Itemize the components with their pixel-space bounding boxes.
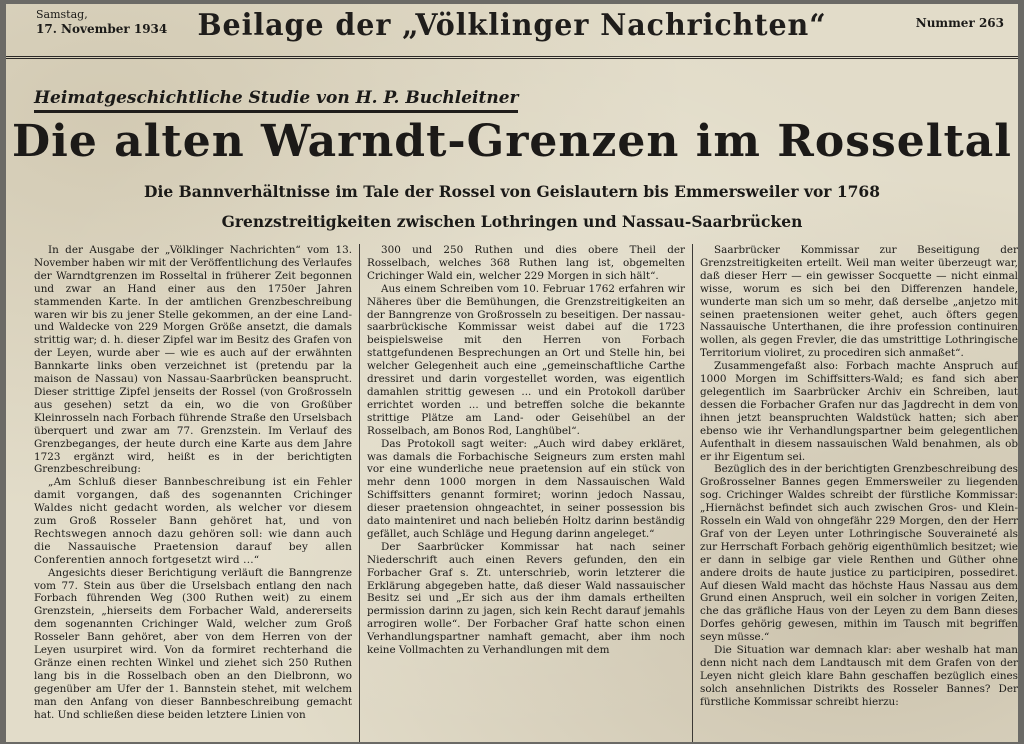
article-column-2 [367,244,685,742]
masthead-day: Samstag, [36,8,88,21]
masthead-issue-number: Nummer 263 [915,16,1004,30]
paragraph: „Am Schluß dieser Bannbeschreibung ist ein Fehler damit vorgangen, daß des sogenannten Crichinger Waldes nicht gedacht worden, als welcher vor diesem zum Groß Rosseler Bann gehöret hat, und von Rechtswegen annoch dazu gehören soll: wie dann auch die Nassauische Praetension darauf bey allen Conferentien annoch fortgesetzt wird ...“ [34,476,352,566]
paragraph: In der Ausgabe der „Völklinger Nachrichten“ vom 13. November haben wir mit der Veröffentlichung des Verlaufes der Warndtgrenzen im Rosseltal in früherer Zeit begonnen und zwar an Hand einer aus den 1750er Jahren stammenden Karte. In der amtlichen Grenzbeschreibung waren wir bis zu jener Stelle gekommen, an der eine Land- und Waldecke von 229 Morgen Größe ansetzt, die damals strittig war; d. h. dieser Zipfel war im Besitz des Grafen von der Leyen, wurde aber — wie es auch auf der erwähnten Bannkarte links oben verzeichnet ist (pretendu par la maison de Nassau) von Nassau-Saarbrücken beansprucht. Dieser strittige Zipfel jenseits der Rossel (von Großrosseln aus gesehen) setzt da ein, wo die von Großüber Kleinrosseln nach Forbach führende Straße den Urselsbach überquert und zwar am 77. Grenzstein. Im Verlauf des Grenzbeganges, der heute durch eine Karte aus dem Jahre 1723 ergänzt wird, heißt es in der berichtigten Grenzbeschreibung: [34,244,352,476]
article-column-3 [700,244,1018,742]
article-kicker: Heimatgeschichtliche Studie von H. P. Buchleitner [34,88,518,113]
article-subheadline-2: Grenzstreitigkeiten zwischen Lothringen und Nassau-Saarbrücken [221,212,803,231]
column-divider [692,244,693,742]
article-body [34,244,1018,742]
paragraph: Die Situation war demnach klar: aber weshalb hat man denn nicht nach dem Landtausch mit dem Grafen von der Leyen nicht gleich klare Bahn geschaffen bezüglich eines solch ansehnlichen Distrikts des Rosseler Bannes? Der fürstliche Kommissar schreibt hierzu: [700,644,1018,708]
paragraph: Saarbrücker Kommissar zur Beseitigung der Grenzstreitigkeiten erteilt. Weil man weiter überzeugt war, daß dieser Herr — ein gewisser Socquette — nicht einmal wisse, worum es sich bei den Differenzen handele, wunderte man sich um so mehr, daß derselbe „anjetzo mit seinen praetensionen weiter gehet, auch öfters gegen Nassauische Unterthanen, die ihre profession continuiren wollen, als gegen Frevler, die das umstrittige Lothringische Territorium violiret, zu procediren sich anmaßet“. [700,244,1018,360]
paragraph: Aus einem Schreiben vom 10. Februar 1762 erfahren wir Näheres über die Bemühungen, die Grenzstreitigkeiten an der Banngrenze von Großrosseln zu beseitigen. Der nassau-saarbrückische Kommissar weist dabei auf die 1723 beispielsweise mit den Herren von Forbach stattgefundenen Besprechungen an Ort und Stelle hin, bei welcher Gelegenheit auch eine „gemeinschaftliche Carthe dressiret und darin vorgestellet worden, was eigentlich damahlen strittig gewesen ... und ein Protokoll darüber errichtet worden ... und betreffen solche die bekannte strittige Plätze am Land- oder Geisehübel an der Rosselbach, am Bonos Rod, Langhübel“. [367,282,685,437]
column-divider [359,244,360,742]
masthead-title: Beilage der „Völklinger Nachrichten“ [197,8,827,43]
masthead [6,4,1018,59]
newspaper-page [6,4,1018,742]
article-headline: Die alten Warndt-Grenzen im Rosseltal [12,116,1012,167]
paragraph: Angesichts dieser Berichtigung verläuft die Banngrenze vom 77. Stein aus über die Urselsbach entlang den nach Forbach führenden Weg (300 Ruthen weit) zu einem Grenzstein, „hierseits dem Forbacher Wald, andererseits dem sogenannten Crichinger Wald, welcher zum Groß Rosseler Bann gehöret, aber von dem Herren von der Leyen usurpiret wird. Von da formiret rechterhand die Gränze einen rechten Winkel und ziehet sich 250 Ruthen lang bis in die Rosselbach oben an den Dielbronn, wo gegenüber am Ufer der 1. Bannstein stehet, mit welchem man den Anfang von dieser Bannbeschreibung gemacht hat. Und schließen diese beiden letztere Linien von [34,566,352,721]
paragraph: Der Saarbrücker Kommissar hat nach seiner Niederschrift auch einen Revers gefunden, den ein Forbacher Graf s. Zt. unterschrieb, worin letzterer die Erklärung abgegeben hatte, daß dieser Wald nassauischer Besitz sei und „Er sich aus der ihm damals ertheilten permission darinn zu jagen, sich kein Recht darauf jemahls arrogiren wolle“. Der Forbacher Graf hatte schon einen Verhandlungspartner namhaft gemacht, aber ihm noch keine Vollmachten zu Verhandlungen mit dem [367,540,685,657]
masthead-date: 17. November 1934 [36,22,168,36]
paragraph: Bezüglich des in der berichtigten Grenzbeschreibung des Großrosselner Bannes gegen Emmersweiler zu liegenden sog. Crichinger Waldes schreibt der fürstliche Kommissar: „Hiernächst befindet sich auch zwischen Gros- und Klein-Rosseln ein Wald von ohngefähr 229 Morgen, den der Herr Graf von der Leyen unter Lothringische Souveraineté als zur Herrschaft Forbach gehörig eigenthümlich besitzet; wie er dann in selbige gar viele Renthen und Güther ohne andere droits de haute justice zu participiren, possediret. Auf diesen Wald macht das höchste Haus Nassau aus dem Grund einen Anspruch, weil ein solcher in vorigen Zeiten, che das gräfliche Haus von der Leyen zu dem Bann dieses Dorfes gehörig gewesen, mithin im Tausch mit begriffen seyn müsse.“ [700,463,1018,644]
paragraph: 300 und 250 Ruthen und dies obere Theil der Rosselbach, welches 368 Ruthen lang ist, obgemelten Crichinger Wald ein, welcher 229 Morgen in sich hält“. [367,244,685,282]
article-column-1 [34,244,352,742]
paragraph: Zusammengefaßt also: Forbach machte Anspruch auf 1000 Morgen im Schiffsitters-Wald; es fand sich aber gelegentlich im Saarbrücker Archiv ein Schreiben, laut dessen die Forbacher Grafen nur das Jagdrecht in dem von ihnen jetzt beanspruchten Waldstück hatten; sich aber ebenso wie ihr Verhandlungspartner beim gelegentlichen Aufenthalt in diesem nassauischen Wald benahmen, als ob er ihr Eigentum sei. [700,360,1018,463]
paragraph: Das Protokoll sagt weiter: „Auch wird dabey erkläret, was damals die Forbachische Seigneurs zum ersten mahl vor eine wunderliche neue praetension auf ein stück von mehr denn 1000 morgen in dem Nassauischen Wald Schiffsitters genannt formiret; worinn jedoch Nassau, dieser praetension ohngeachtet, in seiner possession bis dato mainteniret und nach beliebén Holtz darinn beständig gefället, auch Schläge und Hegung darinn angeleget.“ [367,437,685,540]
article-subheadline-1: Die Bannverhältnisse im Tale der Rossel von Geislautern bis Emmersweiler vor 1768 [144,182,880,201]
